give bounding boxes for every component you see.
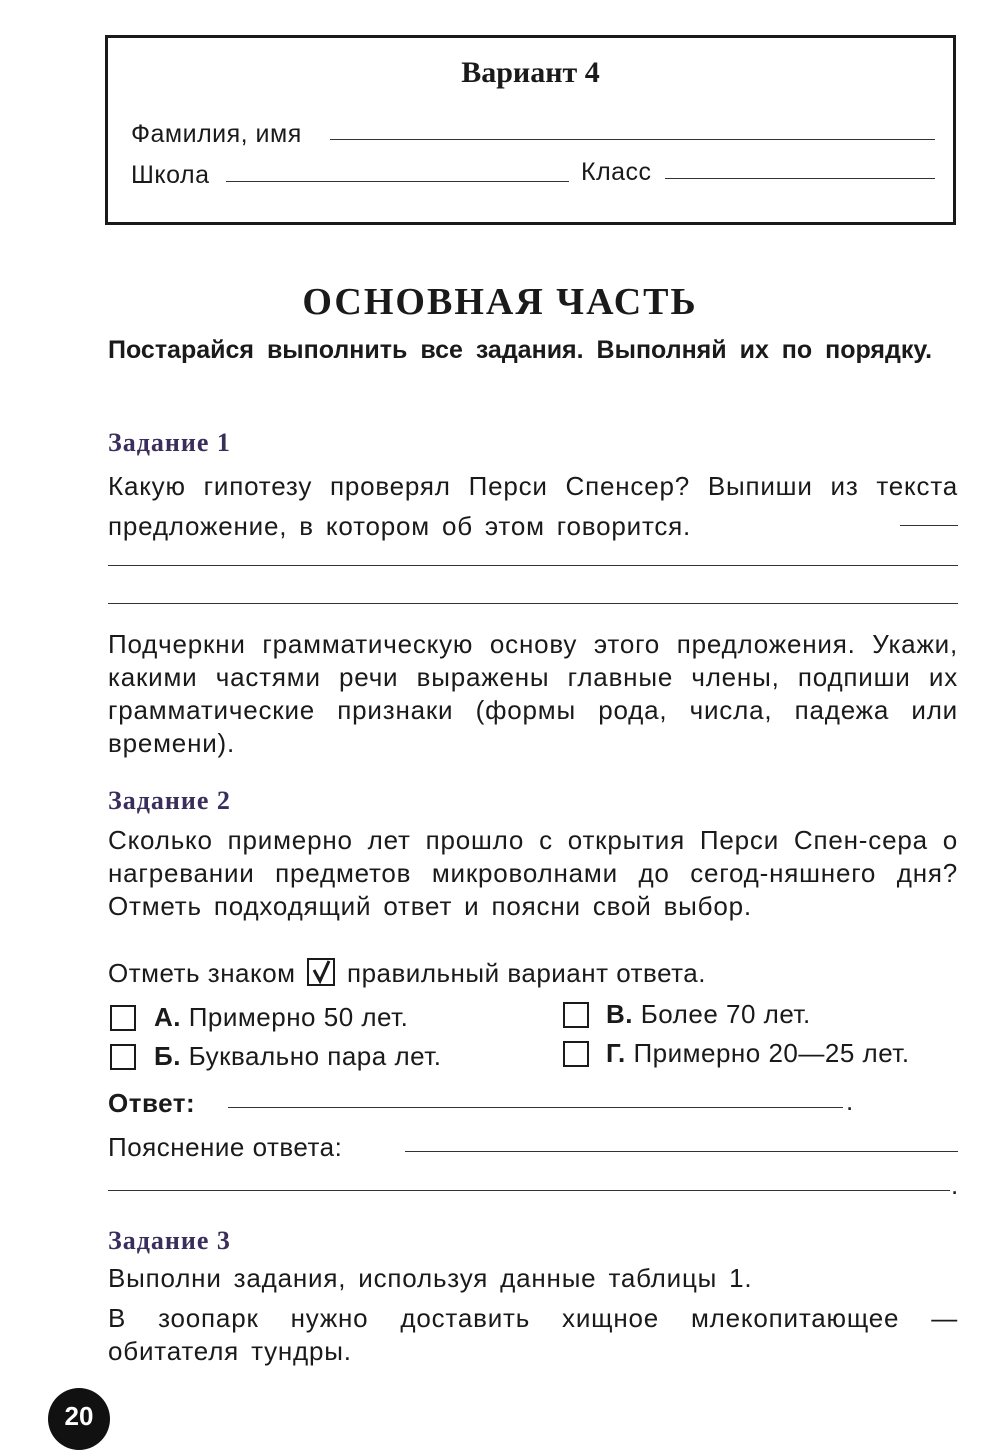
explanation-period: . — [951, 1170, 959, 1200]
mark-prefix: Отметь знаком — [108, 958, 296, 988]
explanation-field-2[interactable] — [108, 1190, 950, 1191]
option-v — [606, 999, 811, 1030]
option-g-text: Примерно 20—25 лет. — [633, 1038, 910, 1068]
explanation-field-1[interactable] — [405, 1151, 958, 1152]
page-number: 20 — [48, 1388, 110, 1450]
task1-answer-line-1[interactable] — [900, 525, 958, 526]
option-b — [154, 1041, 441, 1072]
option-v-checkbox[interactable] — [563, 1002, 589, 1028]
task1-question: Какую гипотезу проверял Перси Спенсер? Выпиши из текста предложение, в котором об этом говорится. — [108, 471, 958, 541]
school-field[interactable] — [226, 181, 569, 182]
option-g — [606, 1038, 910, 1069]
task3-line2: В зоопарк нужно доставить хищное млекопитающее — обитателя тундры. — [108, 1303, 958, 1366]
answer-field[interactable] — [228, 1107, 843, 1108]
task1-title: Задание 1 — [108, 428, 231, 457]
option-v-text: Более 70 лет. — [640, 999, 811, 1029]
school-label: Школа — [131, 161, 210, 189]
option-g-checkbox[interactable] — [563, 1041, 589, 1067]
class-label: Класс — [581, 158, 652, 186]
task3-line1: Выполни задания, используя данные таблицы 1. — [108, 1263, 753, 1293]
task1-answer-line-3[interactable] — [108, 603, 958, 604]
option-a-text: Примерно 50 лет. — [188, 1002, 409, 1032]
checkmark-icon — [307, 958, 335, 986]
option-b-checkbox[interactable] — [110, 1044, 136, 1070]
option-g-letter: Г. — [606, 1038, 626, 1068]
task3-title: Задание 3 — [108, 1226, 231, 1255]
task1-answer-line-2[interactable] — [108, 565, 958, 566]
task1-instruction: Подчеркни грамматическую основу этого предложения. Укажи, какими частями речи выражены главные члены, подпиши их грамматические признаки (формы рода, числа, падежа или времени). — [108, 629, 958, 758]
student-info-box — [105, 35, 956, 225]
explanation-label: Пояснение ответа: — [108, 1132, 343, 1162]
option-b-letter: Б. — [154, 1041, 181, 1071]
task2-title: Задание 2 — [108, 786, 231, 815]
mark-instruction — [108, 958, 706, 989]
option-a-checkbox[interactable] — [110, 1005, 136, 1031]
answer-period: . — [846, 1086, 854, 1116]
option-v-letter: В. — [606, 999, 633, 1029]
task2-question: Сколько примерно лет прошло с открытия Перси Спен-сера о нагревании предметов микроволнами до сегод-няшнего дня? Отметь подходящий ответ и поясни свой выбор. — [108, 825, 958, 921]
surname-label: Фамилия, имя — [131, 120, 302, 148]
section-title: ОСНОВНАЯ ЧАСТЬ — [302, 281, 698, 323]
variant-title: Вариант 4 — [461, 56, 600, 89]
answer-label: Ответ: — [108, 1088, 196, 1118]
option-a-letter: А. — [154, 1002, 181, 1032]
class-field[interactable] — [665, 178, 935, 179]
option-b-text: Буквально пара лет. — [188, 1041, 442, 1071]
surname-field[interactable] — [330, 139, 935, 140]
option-a — [154, 1002, 408, 1033]
mark-suffix: правильный вариант ответа. — [347, 958, 706, 988]
intro-text: Постарайся выполнить все задания. Выполняй их по порядку. — [108, 336, 933, 364]
